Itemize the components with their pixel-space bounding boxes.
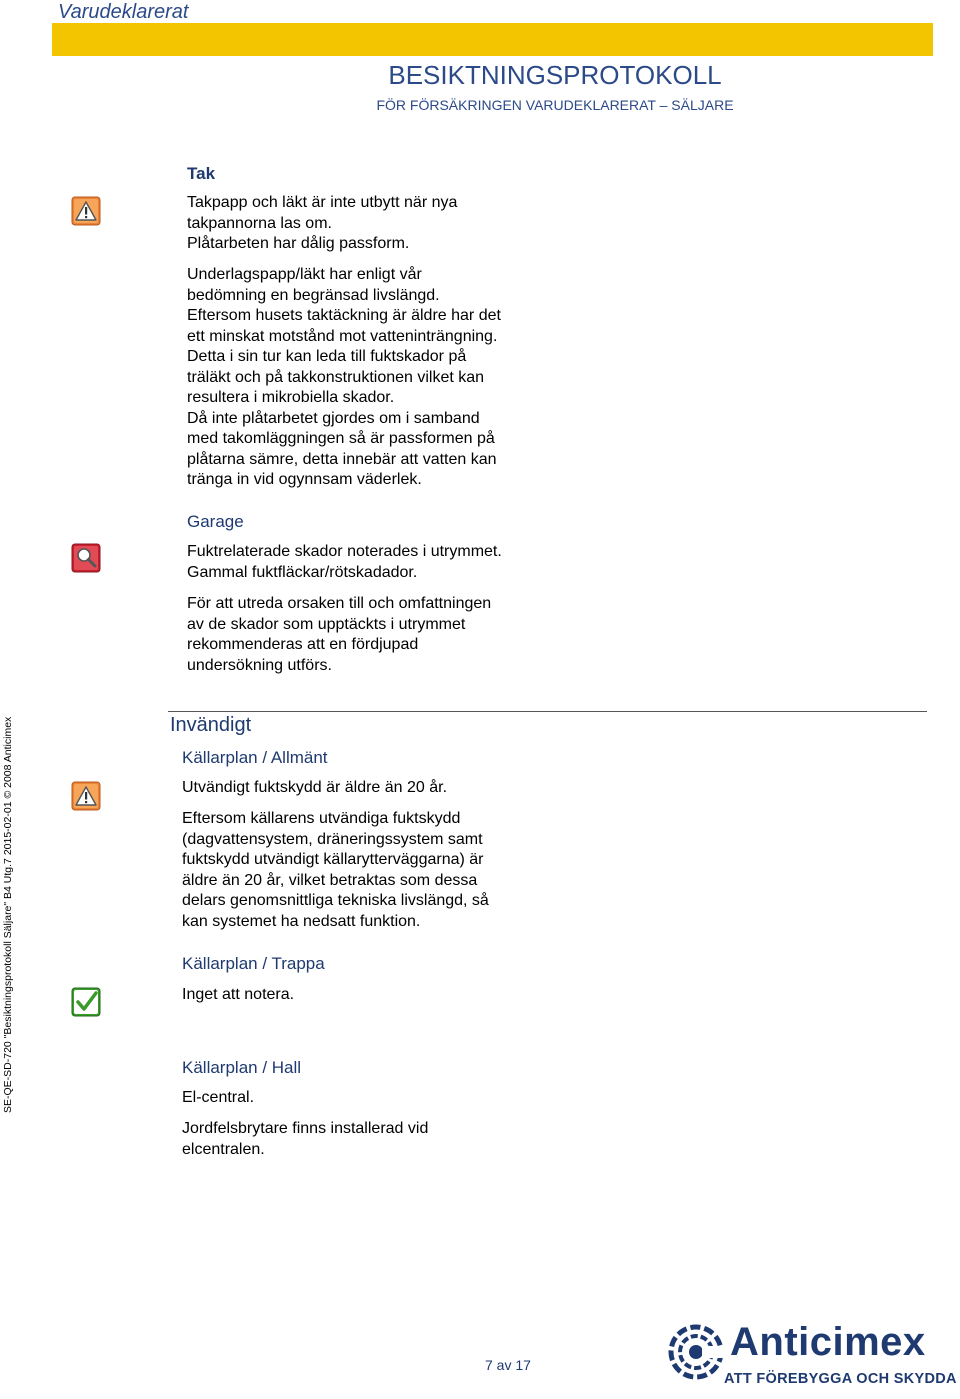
text-line: takpannorna las om. <box>187 214 332 232</box>
header-bar <box>52 23 933 56</box>
document-tag: Varudeklarerat <box>58 1 189 23</box>
text-line: med takomläggningen så är passformen på <box>187 430 495 447</box>
text-line: delars genomsnittliga tekniska livslängd, så <box>182 892 489 909</box>
tak-text-a <box>187 193 607 255</box>
section-title-invandigt: Invändigt <box>170 714 252 736</box>
text-line: kan systemet ha nedsatt funktion. <box>182 912 421 930</box>
anticimex-logo-text: Anticimex <box>730 1320 926 1364</box>
text-line: ett minskat motstånd mot vatteninträngning. <box>187 327 498 345</box>
allmant-text-b <box>182 809 602 932</box>
subsection-heading-hall: Källarplan / Hall <box>182 1058 302 1077</box>
text-line: rekommenderas att en fördjupad <box>187 636 419 653</box>
text-line: äldre än 20 år, vilket betraktas som dessa <box>182 871 478 889</box>
allmant-text-a: Utvändigt fuktskydd är äldre än 20 år. <box>182 779 448 796</box>
text-line: Eftersom husets taktäckning är äldre har det <box>187 307 501 324</box>
garage-text-b <box>187 594 607 676</box>
text-line: plåtarna sämre, detta innebär att vatten kan <box>187 450 497 468</box>
text-line: av de skador som upptäckts i utrymmet <box>187 615 466 633</box>
subsection-heading-trappa: Källarplan / Trappa <box>182 954 325 973</box>
text-line: Detta i sin tur kan leda till fuktskador på <box>187 348 467 365</box>
text-line: Plåtarbeten har dålig passform. <box>187 235 410 252</box>
text-line: Gammal fuktfläckar/rötskadador. <box>187 563 418 581</box>
document-title: BESIKTNINGSPROTOKOLL <box>388 60 722 90</box>
text-line: tränga in vid ogynnsam väderlek. <box>187 471 422 488</box>
text-line: Eftersom källarens utvändiga fuktskydd <box>182 810 461 827</box>
page-number: 7 av 17 <box>485 1357 531 1373</box>
text-line: fuktskydd utvändigt källarytterväggarna) är <box>182 851 484 868</box>
trappa-text: Inget att notera. <box>182 986 295 1003</box>
document-subtitle: FÖR FÖRSÄKRINGEN VARUDEKLARERAT – SÄLJARE <box>376 97 734 113</box>
text-line: resultera i mikrobiella skador. <box>187 389 395 406</box>
text-line: (dagvattensystem, dräneringssystem samt <box>182 830 483 848</box>
text-line: Då inte plåtarbetet gjordes om i samband <box>187 409 480 427</box>
section-heading-garage: Garage <box>187 512 244 531</box>
anticimex-logo-tagline: ATT FÖREBYGGA OCH SKYDDA <box>724 1371 957 1387</box>
checkmark-icon <box>71 987 101 1017</box>
text-line: träläkt och på takkonstruktionen vilket kan <box>187 368 485 386</box>
text-line: Fuktrelaterade skador noterades i utrymmet. <box>187 543 502 560</box>
warning-icon <box>71 196 101 226</box>
warning-icon <box>71 781 101 811</box>
hall-text-b <box>182 1119 602 1160</box>
text-line: Jordfelsbrytare finns installerad vid <box>182 1120 429 1137</box>
text-line: elcentralen. <box>182 1140 265 1158</box>
section-divider <box>168 711 927 712</box>
hall-text-a: El-central. <box>182 1089 255 1106</box>
text-line: Underlagspapp/läkt har enligt vår <box>187 266 422 283</box>
text-line: För att utreda orsaken till och omfattningen <box>187 595 492 612</box>
anticimex-logo-mark <box>668 1324 724 1380</box>
text-line: undersökning utförs. <box>187 656 332 674</box>
garage-text-a <box>187 542 607 583</box>
text-line: bedömning en begränsad livslängd. <box>187 286 440 304</box>
subsection-heading-allmant: Källarplan / Allmänt <box>182 748 328 767</box>
tak-text-b <box>187 265 607 491</box>
text-line: Takpapp och läkt är inte utbytt när nya <box>187 194 458 211</box>
section-heading-tak: Tak <box>187 164 216 183</box>
magnifier-icon <box>71 543 101 573</box>
document-reference: SE-QE-SD-720 "Besiktningsprotokoll Säljare" B4 Utg.7 2015-02-01 © 2008 Anticimex <box>2 716 14 1113</box>
